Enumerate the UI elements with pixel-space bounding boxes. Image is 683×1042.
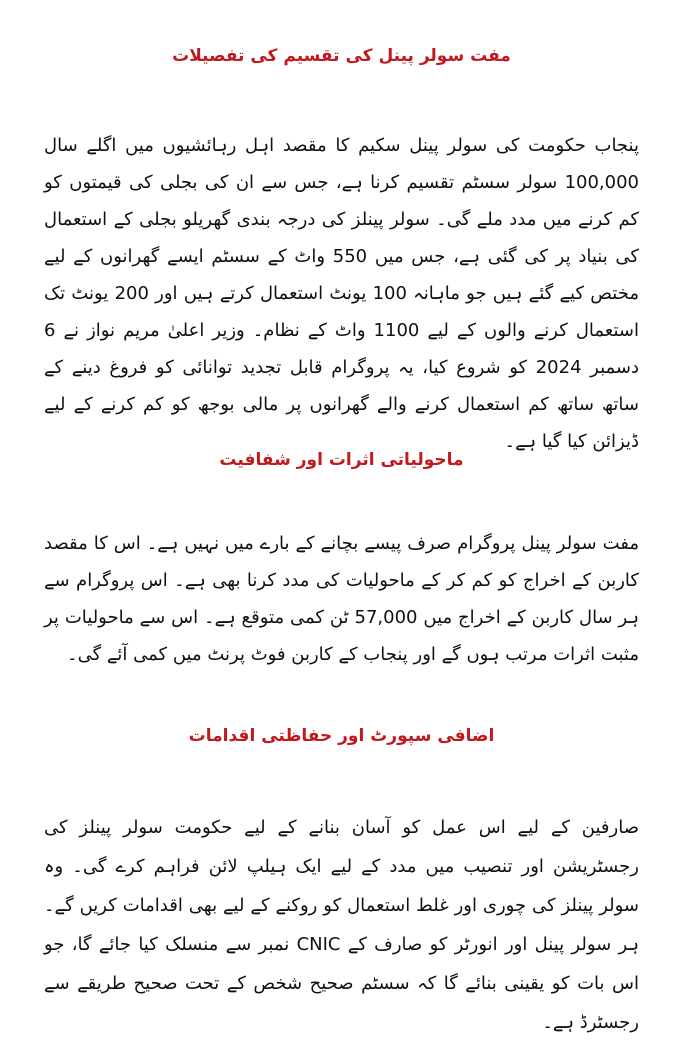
section-heading: مفت سولر پینل کی تقسیم کی تفصیلات [172, 46, 511, 66]
section-paragraph: پنجاب حکومت کی سولر پینل سکیم کا مقصد اہل رہائشیوں میں اگلے سال 100,000 سولر سسٹم تقسیم کرنا ہے، جس سے ان کی بجلی کی قیمتوں کو کم کرنے میں مدد ملے گی۔ سولر پینلز کی درجہ بندی گھریلو بجلی کے استعمال کی بنیاد پر کی گئی ہے، جس میں 550 واٹ کے سسٹم ایسے گھرانوں کے لیے مختص کیے گئے ہیں جو ماہانہ 100 یونٹ استعمال کرتے ہیں اور 200 یونٹ تک استعمال کرنے والوں کے لیے 1100 واٹ کے نظام۔ وزیر اعلیٰ مریم نواز نے 6 دسمبر 2024 کو شروع کیا، یہ پروگرام قابل تجدید توانائی کو فروغ دینے کے ساتھ ساتھ کم استعمال کرنے والے گھرانوں پر مالی بوجھ کو کم کرنے کے لیے ڈیزائن کیا گیا ہے۔ [44, 135, 639, 452]
section-heading: ماحولیاتی اثرات اور شفافیت [219, 450, 464, 470]
section-paragraph: صارفین کے لیے اس عمل کو آسان بنانے کے لیے حکومت سولر پینلز کی رجسٹریشن اور تنصیب میں مدد کے لیے ایک ہیلپ لائن فراہم کرے گی۔ وہ سولر پینلز کی چوری اور غلط استعمال کو روکنے کے لیے بھی اقدامات کریں گے۔ ہر سولر پینل اور انورٹر کو صارف کے CNIC نمبر سے منسلک کیا جائے گا، جو اس بات کو یقینی بنائے گا کہ سسٹم صحیح شخص کے تحت صحیح طریقے سے رجسٹرڈ ہے۔ [44, 817, 639, 1033]
section-heading: اضافی سپورٹ اور حفاظتی اقدامات [188, 726, 495, 746]
section-environmental-impact [44, 448, 639, 673]
section-solar-distribution [44, 44, 639, 460]
section-paragraph: مفت سولر پینل پروگرام صرف پیسے بچانے کے بارے میں نہیں ہے۔ اس کا مقصد کاربن کے اخراج کو کم کر کے ماحولیات کی مدد کرنا بھی ہے۔ اس پروگرام سے ہر سال کاربن کے اخراج میں 57,000 ٹن کمی متوقع ہے۔ اس سے ماحولیات پر مثبت اثرات مرتب ہوں گے اور پنجاب کے کاربن فوٹ پرنٹ میں کمی آئے گی۔ [44, 533, 640, 665]
section-additional-support [44, 724, 639, 1042]
